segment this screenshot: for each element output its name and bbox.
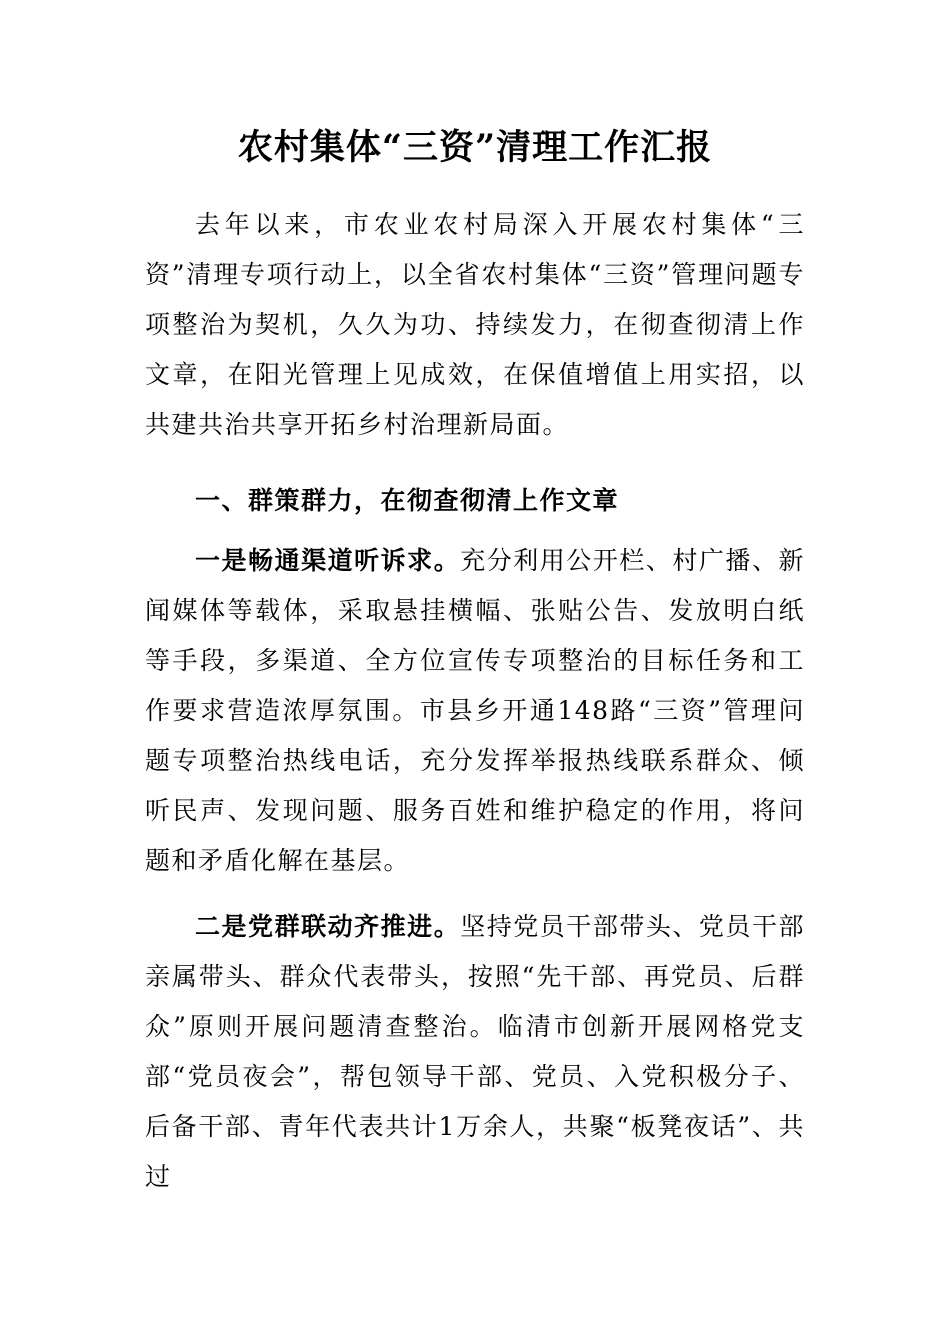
document-title: 农村集体“三资”清理工作汇报 bbox=[237, 127, 713, 168]
document-body bbox=[145, 200, 805, 1202]
item-lead: 二是党群联动齐推进。 bbox=[195, 912, 461, 941]
section-item-paragraph bbox=[145, 902, 805, 1202]
item-text: 充分利用公开栏、村广播、新闻媒体等载体，采取悬挂横幅、张贴公告、发放明白纸等手段，多渠道、全方位宣传专项整治的目标任务和工作要求营造浓厚氛围。市县乡开通148路“三资”管理问题专项整治热线电话，充分发挥举报热线联系群众、倾听民声、发现问题、服务百姓和维护稳定的作用，将问题和矛盾化解在基层。 bbox=[145, 546, 805, 875]
section-heading: 一、群策群力，在彻查彻清上作文章 bbox=[195, 486, 620, 515]
item-text: 坚持党员干部带头、党员干部亲属带头、群众代表带头，按照“先干部、再党员、后群众”原则开展问题清查整治。临清市创新开展网格党支部“党员夜会”，帮包领导干部、党员、入党积极分子、后备干部、青年代表共计1万余人，共聚“板凳夜话”、共过 bbox=[145, 912, 805, 1191]
item-lead: 一是畅通渠道听诉求。 bbox=[195, 546, 461, 575]
section-item-paragraph bbox=[145, 536, 805, 886]
intro-paragraph: 去年以来，市农业农村局深入开展农村集体“三资”清理专项行动上，以全省农村集体“三资”管理问题专项整治为契机，久久为功、持续发力，在彻查彻清上作文章，在阳光管理上见成效，在保值增值上用实招，以共建共治共享开拓乡村治理新局面。 bbox=[145, 210, 805, 439]
